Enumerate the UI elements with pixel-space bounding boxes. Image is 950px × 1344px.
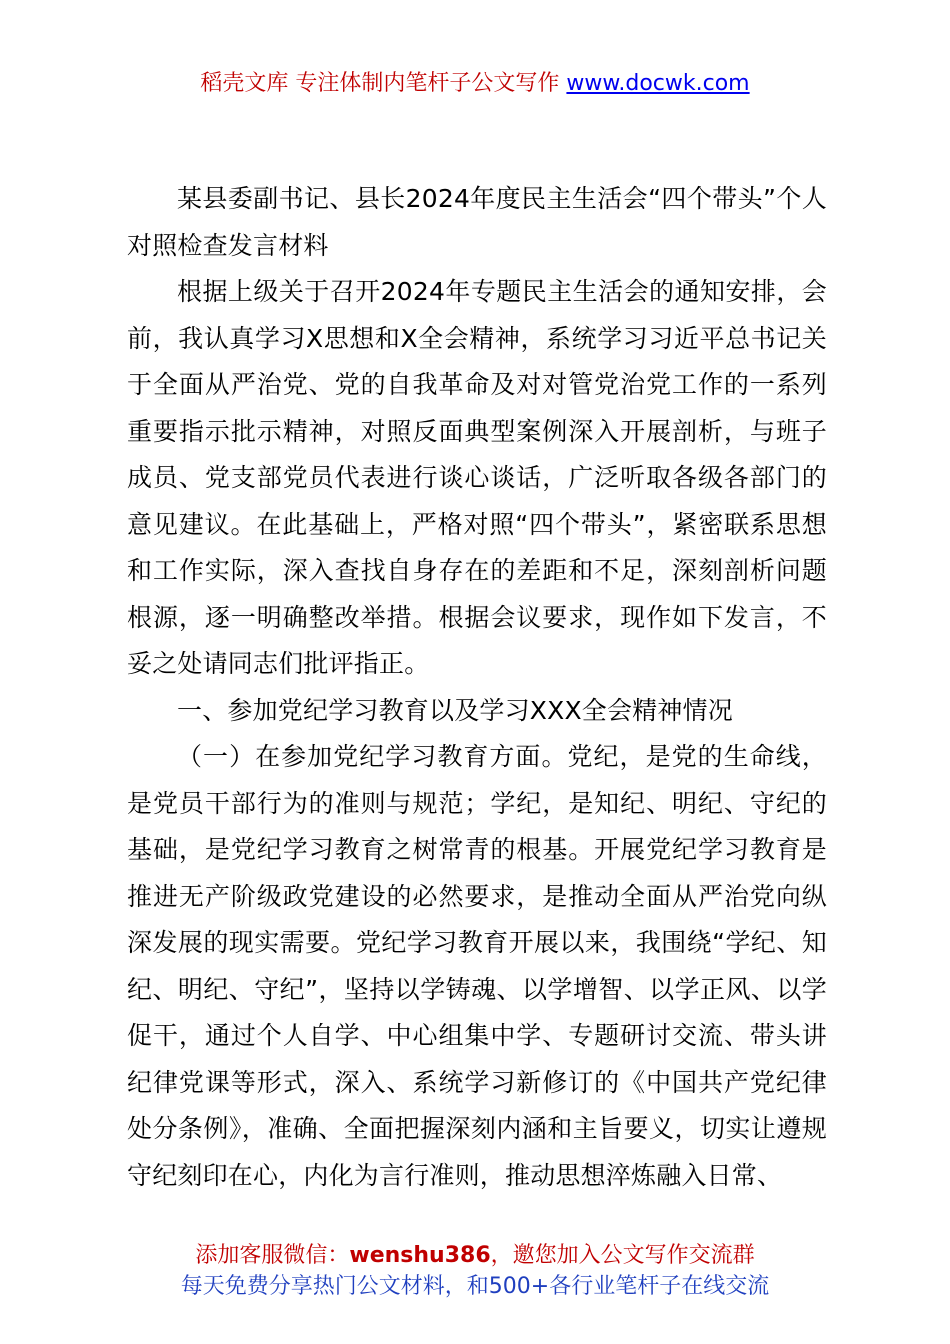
page-header [0,68,950,100]
footer-promo-line: 每天免费分享热门公文材料，和500+各行业笔杆子在线交流 [180,1274,770,1299]
footer-contact-suffix: ，邀您加入公文写作交流群 [490,1243,755,1268]
document-title: 某县委副书记、县长2024年度民主生活会“四个带头”个人对照检查发言材料 [127,184,827,260]
page-footer [0,1240,950,1302]
website-link[interactable]: www.docwk.com [566,71,750,96]
paragraph-intro: 根据上级关于召开2024年专题民主生活会的通知安排，会前，我认真学习X思想和X全会精神，系统学习习近平总书记关于全面从严治党、党的自我革命及对对管党治党工作的一系列重要指示批示精神，对照反面典型案例深入开展剖析，与班子成员、党支部党员代表进行谈心谈话，广泛听取各级各部门的意见建议。在此基础上，严格对照“四个带头”，紧密联系思想和工作实际，深入查找自身存在的差距和不足，深刻剖析问题根源，逐一明确整改举措。根据会议要求，现作如下发言，不妥之处请同志们批评指正。 [127,277,827,678]
document-body [127,176,827,1199]
brand-name: 稻壳文库 [200,71,289,96]
header-slogan: 专注体制内笔杆子公文写作 [295,71,560,96]
wechat-id: wenshu386 [349,1243,491,1268]
footer-contact-prefix: 添加客服微信： [195,1243,350,1268]
section-heading-1: 一、参加党纪学习教育以及学习XXX全会精神情况 [177,695,733,725]
footer-contact-line [0,1240,950,1271]
paragraph-subsection-1: （一）在参加党纪学习教育方面。党纪，是党的生命线，是党员干部行为的准则与规范；学纪，是知纪、明纪、守纪的基础，是党纪学习教育之树常青的根基。开展党纪学习教育是推进无产阶级政党建设的必然要求，是推动全面从严治党向纵深发展的现实需要。党纪学习教育开展以来，我围绕“学纪、知纪、明纪、守纪”，坚持以学铸魂、以学增智、以学正风、以学促干，通过个人自学、中心组集中学、专题研讨交流、带头讲纪律党课等形式，深入、系统学习新修订的《中国共产党纪律处分条例》，准确、全面把握深刻内涵和主旨要义，切实让遵规守纪刻印在心，内化为言行准则，推动思想淬炼融入日常、 [127,742,827,1190]
